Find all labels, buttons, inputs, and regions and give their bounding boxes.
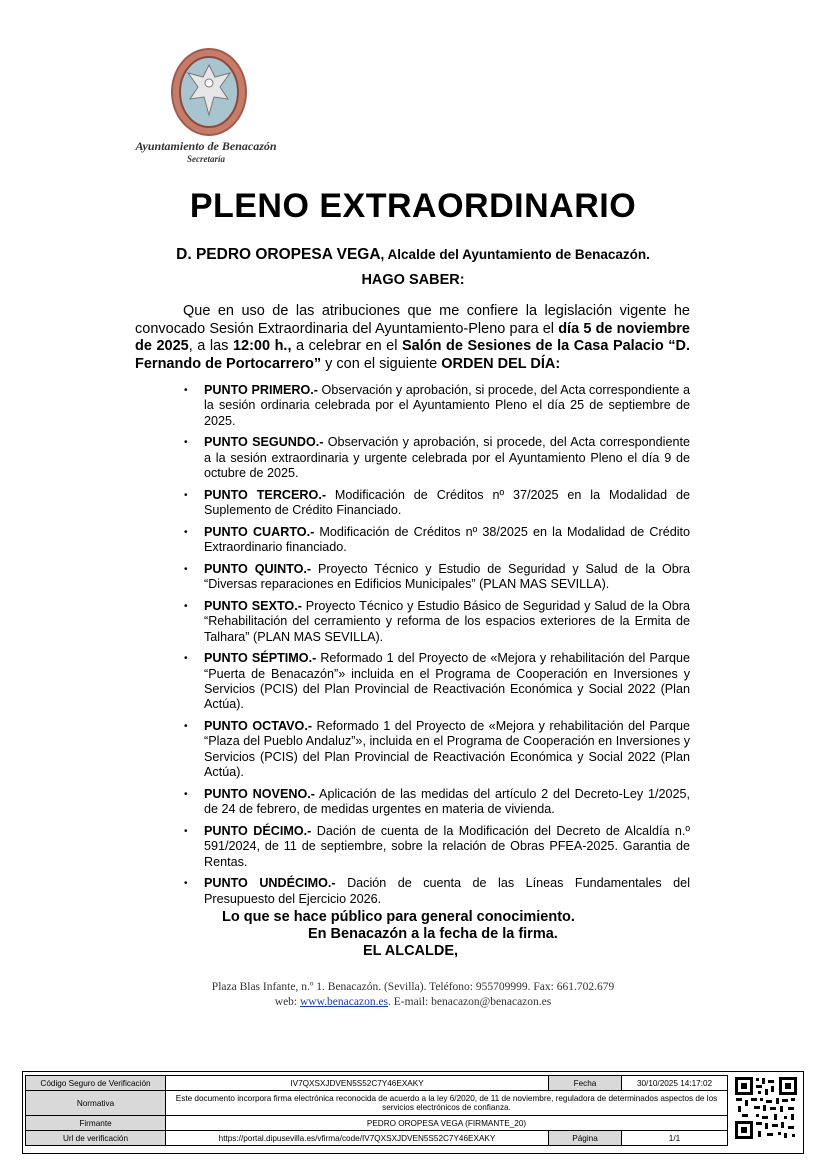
url-label: Url de verificación — [26, 1131, 166, 1146]
bullet-icon: • — [184, 385, 188, 396]
fecha-label: Fecha — [549, 1076, 622, 1091]
coat-of-arms-logo — [170, 47, 248, 137]
mayor-name: D. PEDRO OROPESA VEGA — [176, 246, 381, 263]
url-value[interactable]: https://portal.dipusevilla.es/vfirma/code/IV7QXSXJDVEN5S52C7Y46EXAKY — [166, 1131, 549, 1146]
agenda-item — [184, 651, 690, 712]
table-row — [26, 1116, 728, 1131]
session-place: Salón de Sesiones de la Casa Palacio “D. Fernando de Portocarrero” — [135, 338, 691, 372]
footer-address — [0, 980, 826, 1010]
fecha-value: 30/10/2025 14:17:02 — [622, 1076, 728, 1091]
mayor-line — [0, 246, 826, 264]
agenda-item-label: PUNTO SÉPTIMO.- — [204, 651, 317, 666]
qr-code-icon — [734, 1076, 798, 1140]
agenda-item — [184, 525, 690, 556]
pagina-label: Página — [549, 1131, 622, 1146]
normativa-label: Normativa — [26, 1091, 166, 1116]
agenda-item-text: Observación y aprobación, si procede, del Acta correspondiente a la sesión extraordinaria y urgente celebrada por el Ayuntamiento Pleno el día 9 de octubre de 2025. — [204, 435, 690, 480]
bullet-icon: • — [184, 788, 188, 800]
table-row — [26, 1131, 728, 1146]
signature-table — [25, 1075, 728, 1146]
session-time: 12:00 h., — [232, 338, 292, 354]
agenda-item-label: PUNTO SEXTO.- — [204, 599, 302, 614]
agenda-item — [184, 787, 690, 818]
bullet-icon: • — [184, 721, 188, 733]
orden-del-dia: ORDEN DEL DÍA: — [441, 355, 561, 372]
intro-text-2: , a las — [188, 338, 233, 354]
bullet-icon: • — [184, 563, 188, 575]
mayor-role: , Alcalde del Ayuntamiento de Benacazón. — [380, 247, 650, 262]
agenda-item — [184, 488, 690, 519]
intro-paragraph — [135, 303, 690, 373]
contact-line — [0, 995, 826, 1010]
agenda-item — [184, 435, 690, 481]
agenda-item-label: PUNTO OCTAVO.- — [204, 719, 313, 734]
hago-saber-heading: HAGO SABER: — [361, 272, 465, 288]
agenda-item — [184, 824, 690, 870]
website-link[interactable]: www.benacazon.es — [300, 996, 389, 1008]
csv-label: Código Seguro de Verificación — [26, 1076, 166, 1091]
bullet-icon: • — [184, 878, 188, 890]
closing-block — [222, 909, 622, 960]
agenda-item-text: Dación de cuenta de las Líneas Fundamentales del Presupuesto del Ejercicio 2026. — [204, 876, 690, 906]
agenda-item-label: PUNTO PRIMERO.- — [204, 383, 318, 397]
agenda-item-label: PUNTO NOVENO.- — [204, 786, 315, 801]
table-row — [26, 1091, 728, 1116]
closing-line-1: Lo que se hace público para general conocimiento. — [222, 909, 575, 925]
agenda-item-label: PUNTO QUINTO.- — [204, 561, 312, 576]
agenda-item-text: Aplicación de las medidas del artículo 2 del Decreto-Ley 1/2025, de 24 de febrero, de medidas urgentes en materia de vivienda. — [204, 786, 690, 817]
bullet-icon: • — [184, 601, 188, 613]
agenda-item — [184, 599, 690, 645]
firmante-value: PEDRO OROPESA VEGA (FIRMANTE_20) — [166, 1116, 728, 1131]
email-text: . E-mail: benacazon@benacazon.es — [388, 996, 552, 1008]
agenda-item — [184, 383, 690, 429]
intro-text-4: y con el siguiente — [321, 355, 442, 372]
agenda-item-text: Proyecto Técnico y Estudio de Seguridad y Salud de la Obra “Diversas reparaciones en Edificios Municipales” (PLAN MAS SEVILLA). — [204, 561, 690, 592]
agenda-item — [184, 876, 690, 907]
session-date: día 5 de noviembre de 2025 — [135, 320, 690, 354]
organization-name: Ayuntamiento de Benacazón — [135, 139, 277, 153]
agenda-item — [184, 719, 690, 780]
agenda-item-label: PUNTO CUARTO.- — [204, 524, 315, 539]
agenda-item-label: PUNTO DÉCIMO.- — [204, 823, 312, 838]
agenda-item-text: Reformado 1 del Proyecto de «Mejora y rehabilitación del Parque “Puerta de Benacazón”» incluida en el Programa de Cooperación en Inversiones y Servicios (PCIS) del Plan Provincial de Reactivación Económica y Social 2022 (Plan Actúa). — [204, 651, 690, 712]
organization-department: Secretaría — [187, 154, 225, 164]
closing-line-2: En Benacazón a la fecha de la firma. — [308, 926, 558, 942]
intro-text-1: Que en uso de las atribuciones que me confiere la legislación vigente he convocado Sesión Extraordinaria del Ayuntamiento-Pleno para el — [135, 303, 690, 337]
agenda-item-text: Proyecto Técnico y Estudio Básico de Seguridad y Salud de la Obra “Rehabilitación del cerramiento y reforma de los espacios exteriores de la Ermita de Talhara” (PLAN MAS SEVILLA). — [204, 599, 690, 644]
bullet-icon: • — [184, 437, 188, 449]
agenda-item-text: Modificación de Créditos nº 38/2025 en la Modalidad de Crédito Extraordinario financiado. — [204, 524, 691, 555]
agenda-item-label: PUNTO SEGUNDO.- — [204, 435, 324, 450]
bullet-icon: • — [184, 489, 188, 501]
agenda-item-text: Observación y aprobación, si procede, del Acta correspondiente a la sesión ordinaria celebrada por el Ayuntamiento Pleno el día 25 de septiembre de 2025. — [204, 383, 690, 428]
bullet-icon: • — [184, 825, 188, 837]
agenda-list — [184, 383, 690, 913]
intro-text-3: a celebrar en el — [291, 338, 403, 354]
closing-line-3: EL ALCALDE, — [363, 943, 459, 959]
csv-value: IV7QXSXJDVEN5S52C7Y46EXAKY — [166, 1076, 549, 1091]
agenda-item-text: Modificación de Créditos nº 37/2025 en la Modalidad de Suplemento de Crédito Financiado. — [204, 487, 690, 518]
agenda-item — [184, 562, 690, 593]
normativa-value: Este documento incorpora firma electrónica reconocida de acuerdo a la ley 6/2020, de 11 de noviembre, reguladora de determinados aspectos de los servicios electrónicos de confianza. — [166, 1091, 728, 1116]
table-row — [26, 1076, 728, 1091]
bullet-icon: • — [184, 653, 188, 665]
document-title: PLENO EXTRAORDINARIO — [189, 187, 637, 225]
agenda-item-label: PUNTO UNDÉCIMO.- — [204, 876, 336, 891]
bullet-icon: • — [184, 526, 188, 538]
address-line: Plaza Blas Infante, n.º 1. Benacazón. (Sevilla). Teléfono: 955709999. Fax: 661.702.679 — [211, 981, 615, 993]
agenda-item-text: Dación de cuenta de la Modificación del Decreto de Alcaldía n.º 591/2024, de 11 de septiembre, sobre la relación de Obras PFEA-2025. Garantia de Rentas. — [204, 823, 690, 869]
web-label: web: — [274, 996, 300, 1008]
agenda-item-label: PUNTO TERCERO.- — [204, 487, 327, 502]
firmante-label: Firmante — [26, 1116, 166, 1131]
pagina-value: 1/1 — [622, 1131, 728, 1146]
agenda-item-text: Reformado 1 del Proyecto de «Mejora y rehabilitación del Parque “Plaza del Pueblo Andaluz”», incluida en el Programa de Cooperación en Inversiones y Servicios (PCIS) del Plan Provincial de Reactivación Económica y Social 2022 (Plan Actúa). — [204, 719, 691, 780]
